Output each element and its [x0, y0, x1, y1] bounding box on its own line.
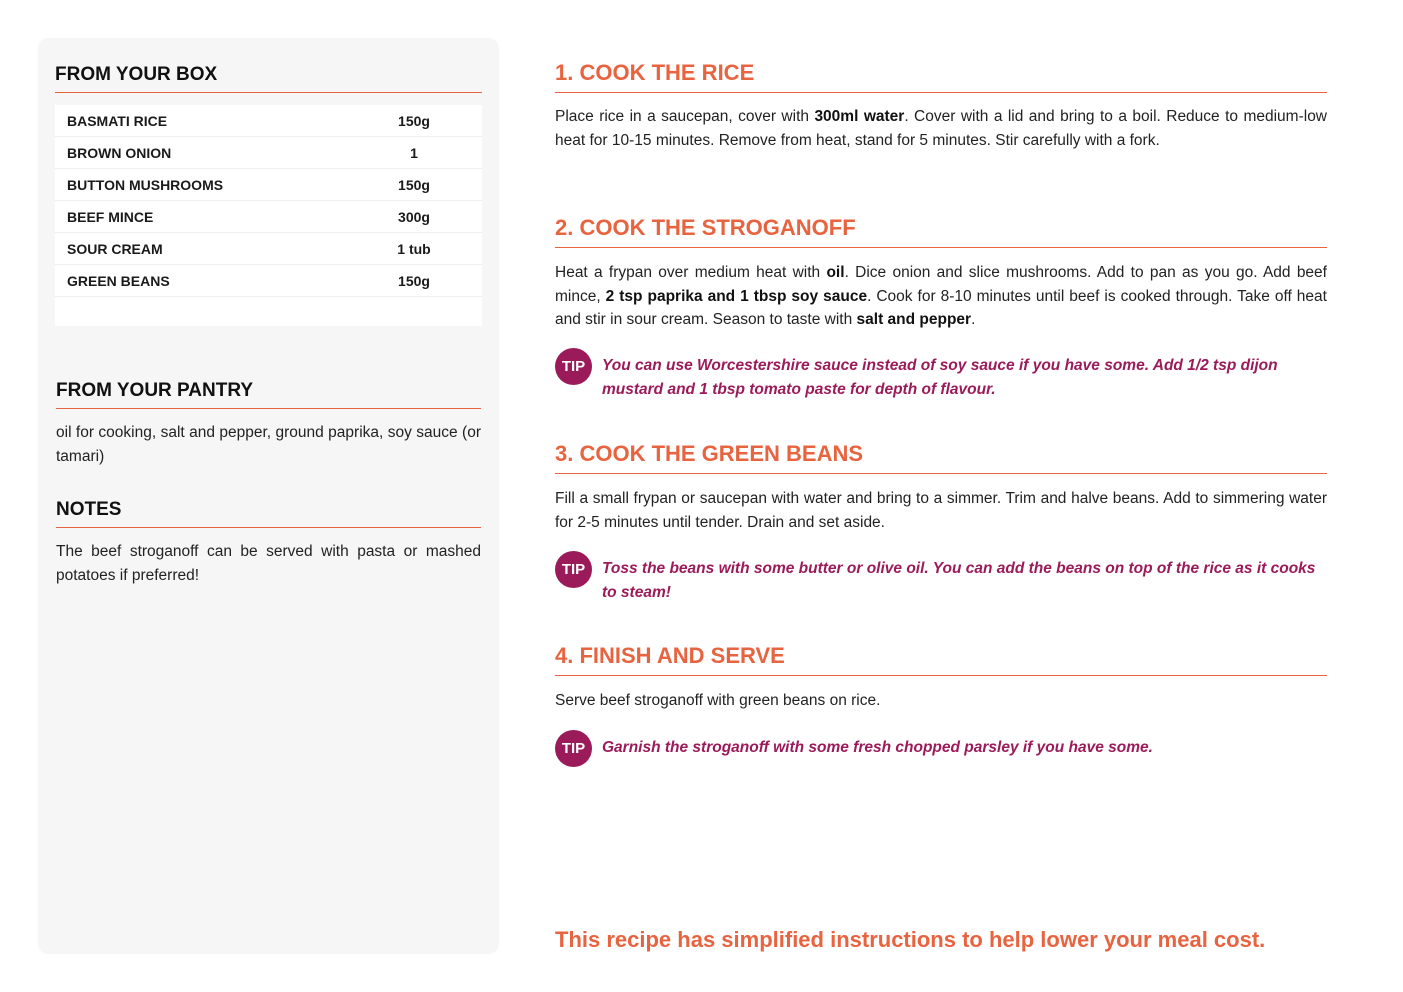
ingredient-qty: 150g [398, 176, 430, 193]
step-2-tip [555, 354, 1327, 401]
table-row [55, 201, 482, 233]
step-2-text: Heat a frypan over medium heat with oil. Dice onion and slice mushrooms. Add to pan as you go. Add beef mince, 2 tsp paprika and 1 tbsp soy sauce. Cook for 8-10 minutes until beef is cooked through. Take off heat and stir in sour cream. Season to taste with salt and pepper. [555, 264, 1327, 328]
step-1-text: Place rice in a saucepan, cover with 300ml water. Cover with a lid and bring to a boil. Reduce to medium-low heat for 10-15 minutes. Remove from heat, stand for 5 minutes. Stir carefully with a fork. [555, 108, 1328, 149]
notes-text: The beef stroganoff can be served with pasta or mashed potatoes if preferred! [56, 543, 481, 584]
pantry-text: oil for cooking, salt and pepper, ground paprika, soy sauce (or tamari) [56, 424, 481, 465]
step-3-heading: 3. COOK THE GREEN BEANS [555, 441, 1327, 474]
step-4-heading: 4. FINISH AND SERVE [555, 643, 1327, 676]
step-4-text: Serve beef stroganoff with green beans on rice. [555, 692, 881, 709]
step-3-tip [555, 557, 1327, 604]
step-1-heading: 1. COOK THE RICE [555, 60, 1327, 93]
tip-badge: TIP [555, 348, 592, 385]
table-row [55, 233, 482, 265]
ingredient-name: BUTTON MUSHROOMS [67, 176, 224, 193]
bold-text: 300ml water [814, 108, 905, 125]
footer-note: This recipe has simplified instructions to help lower your meal cost. [555, 927, 1266, 952]
step-2-heading: 2. COOK THE STROGANOFF [555, 215, 1327, 248]
ingredient-qty: 1 [410, 144, 418, 161]
table-row [55, 105, 482, 137]
pantry-heading: FROM YOUR PANTRY [56, 380, 481, 409]
bold-text: 2 tsp paprika and 1 tbsp soy sauce [605, 287, 868, 305]
box-ingredients-table [55, 105, 482, 326]
table-row [55, 169, 482, 201]
ingredient-name: SOUR CREAM [67, 240, 163, 257]
table-row [55, 265, 482, 297]
ingredient-qty: 150g [398, 112, 430, 129]
ingredient-qty: 1 tub [397, 240, 431, 257]
step-4-tip [555, 736, 1327, 767]
bold-text: oil [826, 264, 845, 281]
box-heading: FROM YOUR BOX [55, 64, 482, 93]
step-3-text: Fill a small frypan or saucepan with water and bring to a simmer. Trim and halve beans. Add to simmering water for 2-5 minutes until tender. Drain and set aside. [555, 490, 1327, 531]
ingredient-name: GREEN BEANS [67, 272, 170, 289]
sidebar-panel [38, 38, 499, 954]
ingredient-qty: 300g [398, 208, 430, 225]
ingredient-name: BROWN ONION [67, 144, 172, 161]
tip-text: Garnish the stroganoff with some fresh chopped parsley if you have some. [602, 739, 1153, 756]
ingredient-qty: 150g [398, 272, 430, 289]
tip-text: Toss the beans with some butter or olive oil. You can add the beans on top of the rice as it cooks to steam! [602, 560, 1316, 601]
table-row [55, 137, 482, 169]
notes-heading: NOTES [56, 499, 481, 528]
tip-text: You can use Worcestershire sauce instead of soy sauce if you have some. Add 1/2 tsp dijon mustard and 1 tbsp tomato paste for depth of flavour. [602, 357, 1278, 398]
bold-text: salt and pepper [856, 311, 972, 328]
tip-badge: TIP [555, 551, 592, 588]
ingredient-name: BASMATI RICE [67, 112, 168, 129]
ingredient-name: BEEF MINCE [67, 208, 154, 225]
tip-badge: TIP [555, 730, 592, 767]
